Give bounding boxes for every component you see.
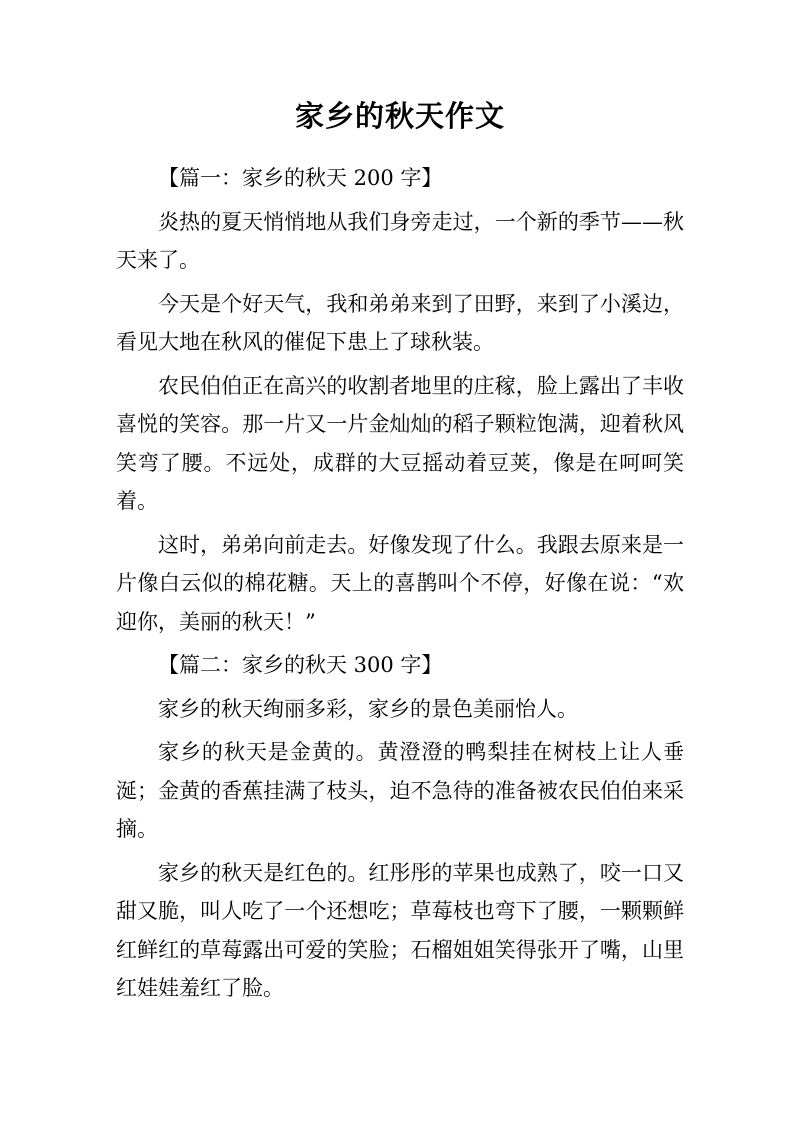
section-heading-2: 【篇二：家乡的秋天 300 字】: [158, 653, 443, 677]
section-heading-1: 【篇一：家乡的秋天 200 字】: [158, 166, 443, 190]
paragraph: 家乡的秋天是红色的。红彤彤的苹果也成熟了，咬一口又甜又脆，叫人吃了一个还想吃；草莓枝也弯下了腰，一颗颗鲜红鲜红的草莓露出可爱的笑脸；石榴姐姐笑得张开了嘴，山里红娃娃羞红了脸。: [116, 860, 684, 1000]
paragraph: 家乡的秋天绚丽多彩，家乡的景色美丽怡人。: [158, 696, 578, 721]
document-body: [116, 159, 684, 1013]
paragraph: 农民伯伯正在高兴的收割者地里的庄稼，脸上露出了丰收喜悦的笑容。那一片又一片金灿灿的稻子颗粒饱满，迎着秋风笑弯了腰。不远处，成群的大豆摇动着豆荚，像是在呵呵笑着。: [116, 373, 684, 513]
paragraph: 家乡的秋天是金黄的。黄澄澄的鸭梨挂在树枝上让人垂涎；金黄的香蕉挂满了枝头，迫不急待的准备被农民伯伯来采摘。: [116, 740, 684, 841]
paragraph: 炎热的夏天悄悄地从我们身旁走过，一个新的季节——秋天来了。: [116, 209, 684, 272]
page-title: 家乡的秋天作文: [294, 99, 505, 133]
paragraph: 今天是个好天气，我和弟弟来到了田野，来到了小溪边，看见大地在秋风的催促下患上了球秋装。: [116, 291, 684, 354]
paragraph: 这时，弟弟向前走去。好像发现了什么。我跟去原来是一片像白云似的棉花糖。天上的喜鹊叫个不停，好像在说：“欢迎你，美丽的秋天！”: [116, 532, 684, 634]
